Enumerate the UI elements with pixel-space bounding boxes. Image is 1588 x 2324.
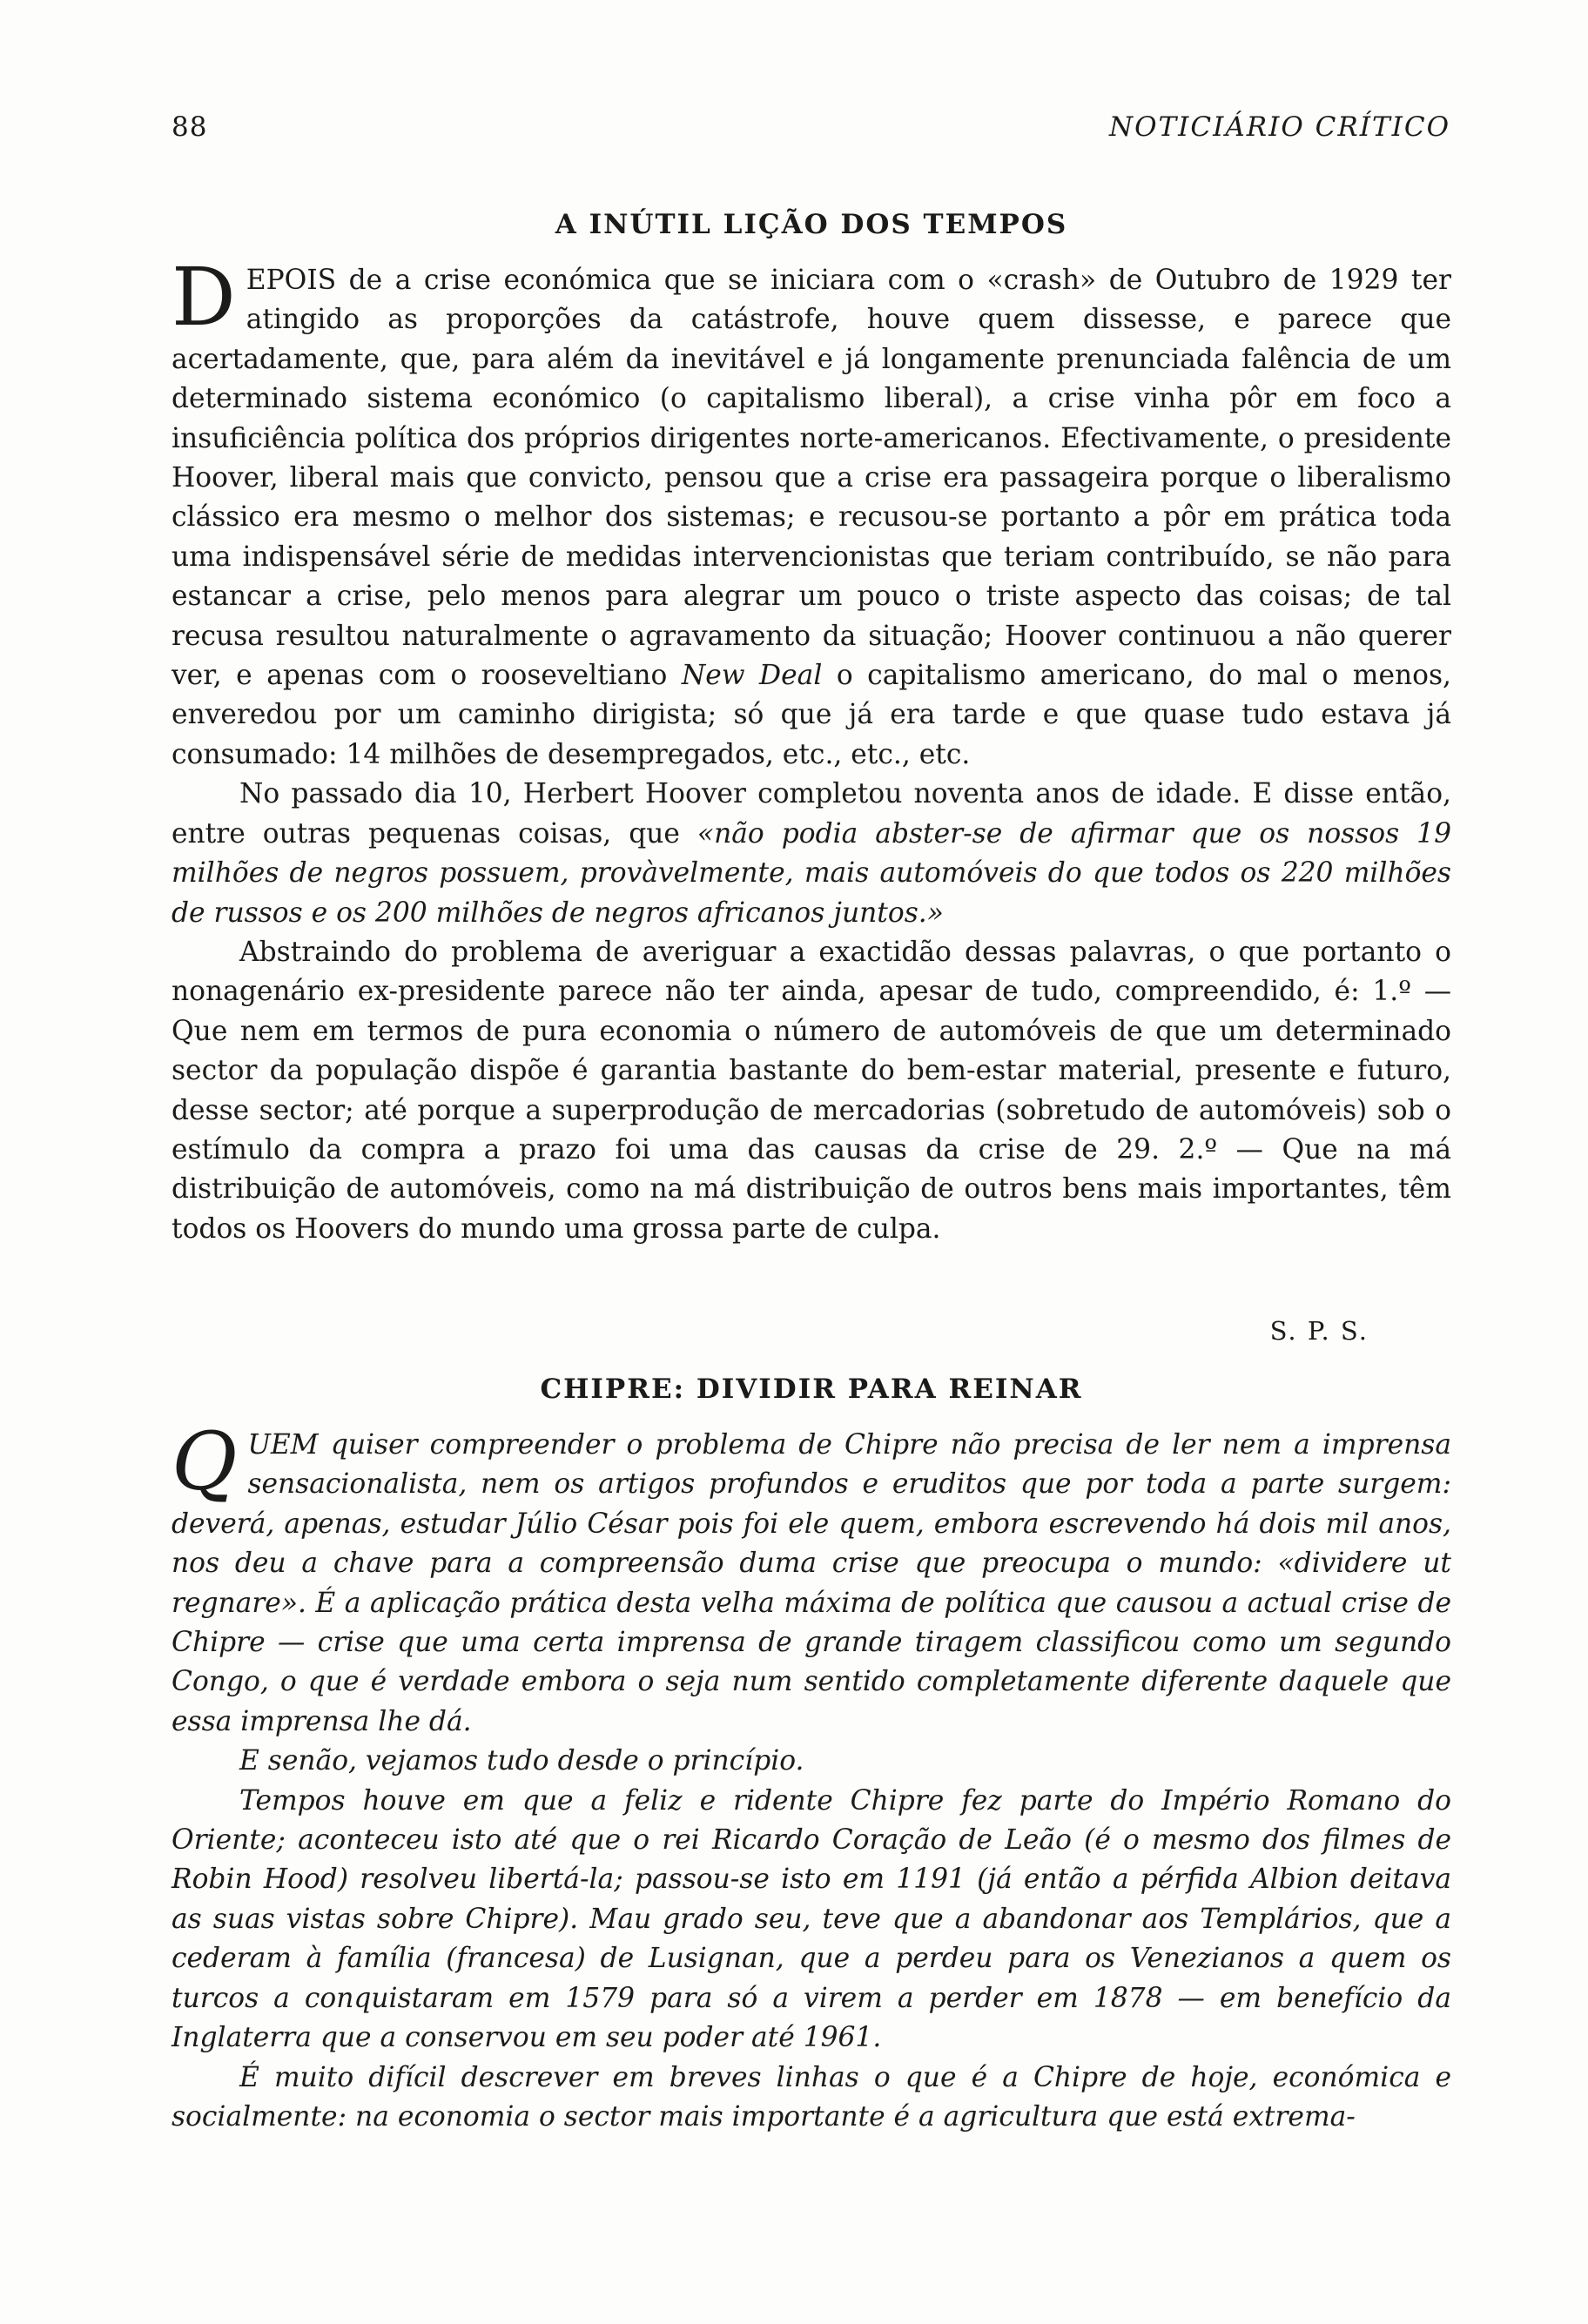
drop-cap: D: [172, 251, 236, 344]
emphasis-new-deal: New Deal: [681, 660, 823, 692]
page-number: 88: [172, 111, 208, 143]
author-signature: S. P. S.: [1269, 1316, 1369, 1346]
paragraph-text: No passado dia 10, Herbert Hoover completou noventa anos de idade. E disse então, entre outras pequenas coisas, que: [172, 778, 1451, 850]
article-title: A INÚTIL LIÇÃO DOS TEMPOS: [555, 209, 1068, 240]
article-hoover: [172, 209, 1451, 1249]
signature-block: [172, 1316, 1451, 1351]
article-title: CHIPRE: DIVIDIR PARA REINAR: [540, 1374, 1083, 1405]
paragraph-text: o capitalismo americano, do mal o menos, enveredou por um caminho dirigista; só que já era tarde e que quase tudo estava já consumado: 14 milhões de desempregados, etc., etc., etc.: [172, 660, 1451, 770]
paragraph: E senão, vejamos tudo desde o princípio.: [239, 1745, 804, 1777]
journal-title: NOTICIÁRIO CRÍTICO: [1108, 111, 1450, 143]
paragraph: [172, 775, 1451, 933]
paragraph: Tempos houve em que a feliz e ridente Chipre fez parte do Império Romano do Oriente; aconteceu isto até que o rei Ricardo Coração de Leão (é o mesmo dos filmes de Robin Hood) resolveu libertá-la; passou-se isto em 1191 (já então a pérfida Albion deitava as suas vistas sobre Chipre). Mau grado seu, teve que a abandonar aos Templários, que a cederam à família (francesa) de Lusignan, que a perdeu para os Venezianos a quem os turcos a conquistaram em 1579 para só a virem a perder em 1878 — em benefício da Inglaterra que a conservou em seu poder até 1961.: [172, 1784, 1451, 2054]
paragraph: Abstraindo do problema de averiguar a exactidão dessas palavras, o que portanto o nonagenário ex-presidente parece não ter ainda, apesar de tudo, compreendido, é: 1.º — Que nem em termos de pura economia o número de automóveis de que um determinado sector da população dispõe é garantia bastante do bem-estar material, presente e futuro, desse sector; até porque a superprodução de mercadorias (sobretudo de automóveis) sob o estímulo da compra a prazo foi uma das causas da crise de 29. 2.º — Que na má distribuição de automóveis, como na má distribuição de outros bens mais importantes, têm todos os Hoovers do mundo uma grossa parte de culpa.: [172, 936, 1451, 1245]
paragraph-text: EPOIS de a crise económica que se iniciara com o «crash» de Outubro de 1929 ter atingido as proporções da catástrofe, houve quem dissesse, e parece que acertadamente, que, para além da inevitável e já longamente prenunciada falência de um determinado sistema económico (o capitalismo liberal), a crise vinha pôr em foco a insuficiência política dos próprios dirigentes norte-americanos. Efectivamente, o presidente Hoover, liberal mais que convicto, pensou que a crise era passageira porque o liberalismo clássico era mesmo o melhor dos sistemas; e recusou-se portanto a pôr em prática toda uma indispensável série de medidas intervencionistas que teriam contribuído, se não para estancar a crise, pelo menos para alegrar um pouco o triste aspecto das coisas; de tal recusa resultou naturalmente o agravamento da situação; Hoover continuou a não querer ver, e apenas com o rooseveltiano: [172, 265, 1451, 692]
hoover-quote: «não podia abster-se de afirmar que os nossos 19 milhões de negros possuem, provàvelmente, mais automóveis do que todos os 220 milhões de russos e os 200 milhões de negros africanos juntos.»: [172, 817, 1451, 929]
paragraph-text: UEM quiser compreender o problema de Chipre não precisa de ler nem a imprensa sensacionalista, nem os artigos profundos e eruditos que por toda a parte surgem: deverá, apenas, estudar Júlio César pois foi ele quem, embora escrevendo há dois mil anos, nos deu a chave para a compreensão duma crise que preocupa o mundo: «dividere ut regnare». É a aplicação prática desta velha máxima de política que causou a actual crise de Chipre — crise que uma certa imprensa de grande tiragem classificou como um segundo Congo, o que é verdade embora o seja num sentido completamente diferente daquele que essa imprensa lhe dá.: [172, 1429, 1451, 1737]
paragraph: É muito difícil descrever em breves linhas o que é a Chipre de hoje, económica e socialmente: na economia o sector mais importante é a agricultura que está extrema-: [172, 2061, 1451, 2133]
article-body: [172, 251, 1451, 1249]
paragraph: [172, 251, 1451, 775]
paragraph: [172, 1415, 1451, 1742]
article-chipre: [172, 1374, 1451, 2137]
drop-cap: Q: [172, 1415, 238, 1508]
running-header: [172, 111, 1450, 150]
article-body: [172, 1415, 1451, 2137]
